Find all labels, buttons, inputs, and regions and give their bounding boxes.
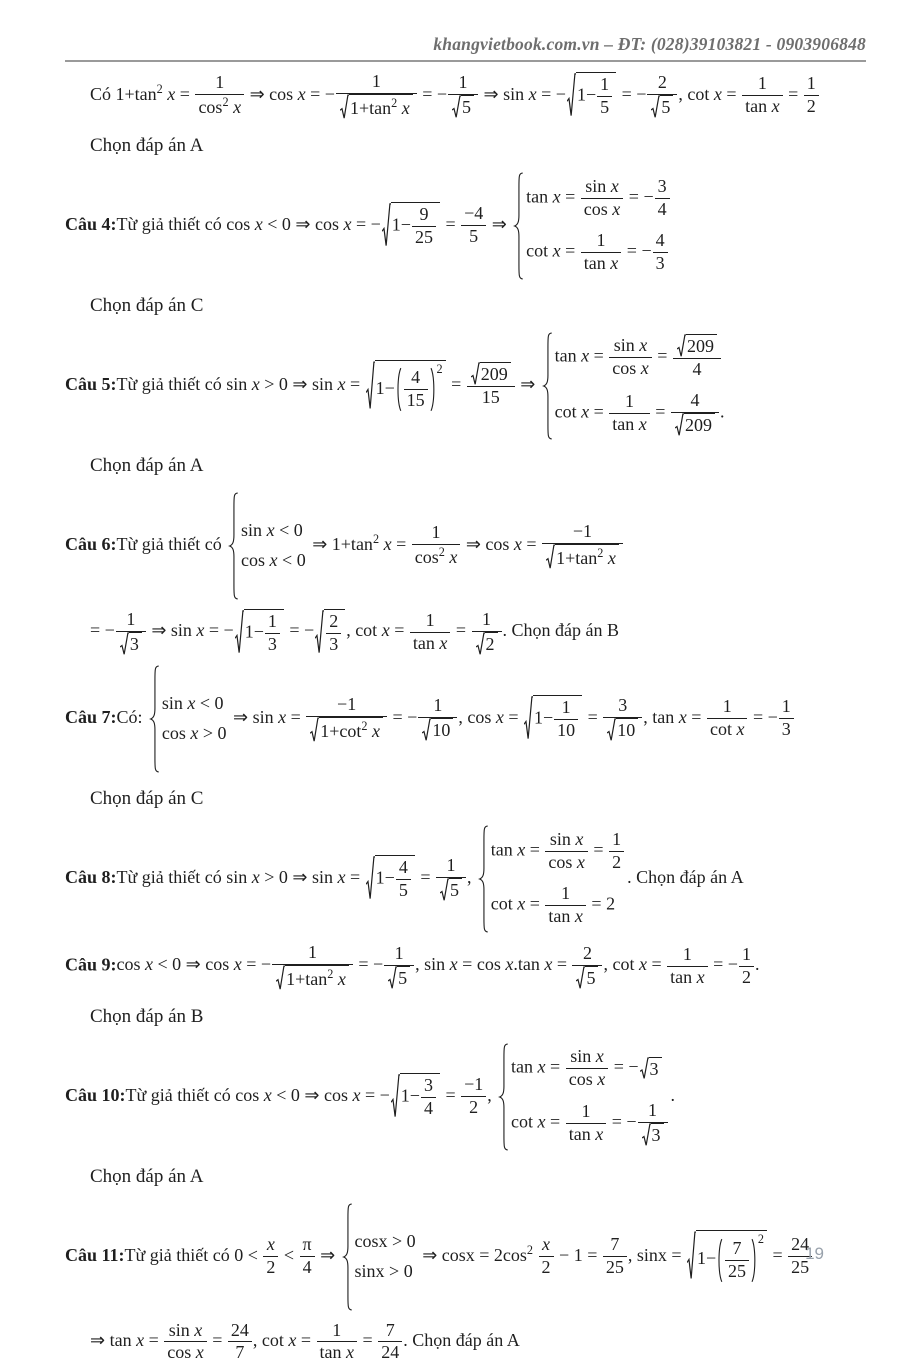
fraction: $\frac{7}{25}$ xyxy=(602,1234,628,1279)
sqrt-radical: 209 xyxy=(677,334,717,358)
curly-brace-icon xyxy=(149,665,160,773)
radical-sign-icon xyxy=(120,632,129,656)
superscript: 2 xyxy=(439,545,445,559)
sqrt-radical: 1− $\frac{7}{25}$ 2 xyxy=(687,1230,767,1282)
question-solution-line xyxy=(65,825,866,933)
radical-sign-icon xyxy=(677,334,686,358)
fraction: $\frac{1}{\text{tan x}}$ xyxy=(565,1101,608,1146)
fraction: $\frac{1}{1+\tan^2 x}$ xyxy=(335,71,418,120)
radical-sign-icon xyxy=(687,1230,696,1282)
radical-sign-icon xyxy=(388,966,397,990)
cases-system: tan x = $\frac{\text{sin x}}{\text{cos x}}$ = $\frac{209}{4}$ cot x = $\frac{1}{\text{tan x}}$ = $\frac{4}{209}$ . xyxy=(542,332,725,440)
fraction: $\frac{1}{\cos^2 x}$ xyxy=(194,72,245,119)
math-expression: Từ giả thiết có 0 < $\frac{x}{2}$ < $\frac{\pi}{4}$ ⇒ cosx > 0 sinx > 0 ⇒ $\cos x = 2\cos^2$ $\frac{x}{2}$ − 1 = $\frac{7}{25}$ , sinx = 1− $\frac{7}{25}$ 2 = $\frac{24}{25}$ xyxy=(125,1245,814,1265)
sqrt-radical xyxy=(315,609,345,656)
sqrt-radical: 5 xyxy=(452,95,474,119)
sqrt-radical: 1− $\frac{1}{10}$ xyxy=(524,695,582,742)
fraction: $\frac{24}{25}$ xyxy=(787,1234,813,1279)
fraction: $\frac{1}{\text{tan x}}$ xyxy=(580,230,623,275)
math-expression: Có $1+\tan^2$ x = $\frac{1}{\cos^2 x}$ ⇒ cos x = − $\frac{1}{1+\tan^2 x}$ = − $\frac{1}{5}$ ⇒ sin x = − 1− $\frac{1}{5}$ = − $\frac{2}{5}$ , cot x = $\frac{1}{\text{tan x}}$ = $\frac{1}{2}$ xyxy=(90,84,820,104)
solutions-content xyxy=(65,71,866,1364)
fraction: $\frac{1}{5}$ xyxy=(435,855,467,902)
header-rule xyxy=(65,60,866,62)
question-solution-line xyxy=(65,942,866,991)
question-label: Câu 8: xyxy=(65,867,117,887)
radical-sign-icon xyxy=(276,965,285,991)
fraction: $\frac{1}{5}$ xyxy=(596,74,613,119)
fraction: $\frac{3}{4}$ xyxy=(420,1075,437,1120)
header-site-phone: khangvietbook.com.vn – ĐT: (028)39103821 - 0903906848 xyxy=(433,34,866,54)
superscript: 2 xyxy=(222,95,228,109)
sqrt-radical: 1− $\frac{1}{3}$ xyxy=(235,609,284,656)
big-parentheses xyxy=(395,367,437,412)
math-line xyxy=(90,1320,866,1364)
radical-sign-icon xyxy=(651,95,660,119)
cases-system: sin x < 0 cos x < 0 xyxy=(228,492,305,600)
question-label: Câu 11: xyxy=(65,1245,125,1265)
sqrt-radical: 1− $\frac{4}{5}$ xyxy=(366,855,415,902)
fraction: $\frac{\text{sin x}}{\text{cos x}}$ xyxy=(163,1320,208,1364)
radical-sign-icon xyxy=(310,717,319,743)
exponent: 2 xyxy=(758,1232,764,1247)
sqrt-radical: $1+\tan^2$ x xyxy=(546,544,619,570)
fraction: $\frac{-4}{5}$ xyxy=(460,203,487,248)
fraction: $\frac{1}{2}$ xyxy=(608,829,625,874)
sqrt-radical: 5 xyxy=(576,966,598,990)
fraction: $\frac{1}{3}$ xyxy=(264,611,281,656)
fraction: $\frac{\text{sin x}}{\text{cos x}}$ xyxy=(608,335,653,380)
sqrt-radical: $1+\cot^2$ x xyxy=(310,717,383,743)
fraction: $\frac{1}{3}$ xyxy=(637,1100,669,1147)
radical-sign-icon xyxy=(546,544,555,570)
answer-line: Chọn đáp án B xyxy=(90,1006,866,1028)
math-expression: cos x < 0 ⇒ cos x = − $\frac{1}{1+\tan^2 x}$ = − $\frac{1}{5}$ , sin x = cos x.tan x = $\frac{2}{5}$ , cot x = $\frac{1}{\text{tan x}}$ = − $\frac{1}{2}$ . xyxy=(117,954,760,974)
fraction: $\frac{1}{2}$ xyxy=(471,609,503,656)
fraction: $\frac{x}{2}$ xyxy=(262,1234,279,1279)
sqrt-radical: 3 xyxy=(120,632,142,656)
left-paren-icon xyxy=(395,367,402,412)
curly-brace-icon xyxy=(498,1043,509,1151)
fraction: $\frac{\text{sin x}}{\text{cos x}}$ xyxy=(580,176,625,221)
fraction: $\frac{1}{10}$ xyxy=(553,697,579,742)
fraction: $\frac{1}{1+\tan^2 x}$ xyxy=(271,942,354,991)
sqrt-radical: 209 xyxy=(471,362,511,386)
question-label: Câu 4: xyxy=(65,214,117,234)
radical-sign-icon xyxy=(366,855,375,902)
superscript: 2 xyxy=(361,719,367,733)
fraction: $\frac{1}{\text{cot x}}$ xyxy=(706,696,749,741)
cases-system: sin x < 0 cos x > 0 xyxy=(149,665,226,773)
big-parentheses xyxy=(716,1238,758,1283)
radical-sign-icon xyxy=(476,632,485,656)
math-expression: Có: sin x < 0 cos x > 0 ⇒ sin x = $\frac{-1}{1+\cot^2 x}$ = − $\frac{1}{10}$ , cos x = 1− $\frac{1}{10}$ = $\frac{3}{10}$ , tan x = $\frac{1}{\text{cot x}}$ = − $\frac{1}{3}$ xyxy=(117,707,795,727)
fraction: $\frac{1}{10}$ xyxy=(417,695,458,742)
sqrt-radical: $1+\tan^2$ x xyxy=(340,94,413,120)
superscript: 2 xyxy=(373,532,379,546)
radical-sign-icon xyxy=(391,1073,400,1120)
curly-brace-icon xyxy=(478,825,489,933)
fraction: $\frac{1}{3}$ xyxy=(778,696,795,741)
cases-system: tan x = $\frac{\text{sin x}}{\text{cos x}}$ = − 3 cot x = $\frac{1}{\text{tan x}}$ = − $\frac{1}{3}$ xyxy=(498,1043,668,1151)
fraction: $\frac{1}{\text{tan x}}$ xyxy=(544,883,587,928)
page-number: 19 xyxy=(805,1244,824,1264)
fraction: $\frac{\pi}{4}$ xyxy=(299,1234,316,1279)
cases-system: tan x = $\frac{\text{sin x}}{\text{cos x}}$ = $\frac{1}{2}$ cot x = $\frac{1}{\text{tan x}}$ = 2 xyxy=(478,825,625,933)
left-paren-icon xyxy=(716,1238,723,1283)
fraction: $\frac{1}{5}$ xyxy=(447,72,479,119)
fraction: $\frac{\text{sin x}}{\text{cos x}}$ xyxy=(544,829,589,874)
question-label: Câu 10: xyxy=(65,1085,126,1105)
radical-sign-icon xyxy=(235,609,244,656)
sqrt-radical: 1− $\frac{4}{15}$ 2 xyxy=(366,360,446,412)
radical-sign-icon xyxy=(452,95,461,119)
fraction: $\frac{1}{\text{tan x}}$ xyxy=(741,73,784,118)
sqrt-radical: 5 xyxy=(388,966,410,990)
radical-sign-icon xyxy=(382,202,391,249)
fraction: $\frac{24}{7}$ xyxy=(227,1320,253,1364)
sqrt-radical: 1− $\frac{3}{4}$ xyxy=(391,1073,440,1120)
curly-brace-icon xyxy=(542,332,553,440)
answer-line: Chọn đáp án C xyxy=(90,788,866,810)
math-expression: Từ giả thiết có sin x < 0 cos x < 0 ⇒ $1+\tan^2$ x = $\frac{1}{\cos^2 x}$ ⇒ cos x = $\frac{-1}{1+\tan^2 x}$ xyxy=(117,534,624,554)
superscript: 2 xyxy=(327,967,333,981)
radical-sign-icon xyxy=(366,360,375,412)
radical-sign-icon xyxy=(440,878,449,902)
radical-sign-icon xyxy=(471,362,480,386)
sqrt-radical: 209 xyxy=(675,413,715,437)
question-label: Câu 6: xyxy=(65,534,117,554)
sqrt-radical: 5 xyxy=(651,95,673,119)
fraction: $\frac{1}{\text{tan x}}$ xyxy=(608,391,651,436)
curly-brace-icon xyxy=(228,492,239,600)
fraction: $\frac{1}{2}$ xyxy=(738,944,755,989)
math-expression: Từ giả thiết có sin x > 0 ⇒ sin x = 1− $\frac{4}{5}$ = $\frac{1}{5}$ , tan x = $\frac{\text{sin x}}{\text{cos x}}$ = $\frac{1}{2}$ cot x = $\frac{1}{\text{tan x}}$ = 2 . Chọn đáp án A xyxy=(117,867,744,887)
math-expression: = − $\frac{1}{3}$ ⇒ sin x = − 1− $\frac{1}{3}$ = − $\frac{2}{3}$ , cot x = $\frac{1}{\text{tan x}}$ = $\frac{1}{2}$ . Chọn đáp án B xyxy=(90,620,619,640)
fraction: $\frac{209}{4}$ xyxy=(672,334,722,381)
fraction: $\frac{1}{\text{tan x}}$ xyxy=(316,1320,359,1364)
radical-sign-icon xyxy=(315,609,324,656)
fraction: $\frac{1}{2}$ xyxy=(803,73,820,118)
fraction: $\frac{7}{25}$ xyxy=(724,1238,750,1283)
sqrt-radical: 3 xyxy=(640,1057,662,1080)
question-label: Câu 9: xyxy=(65,954,117,974)
fraction: $\frac{4}{15}$ xyxy=(403,367,429,412)
question-solution-line xyxy=(65,332,866,440)
sqrt-radical: 10 xyxy=(422,718,453,742)
radical-sign-icon xyxy=(567,72,576,119)
question-label: Câu 7: xyxy=(65,707,117,727)
math-line xyxy=(90,71,866,120)
math-expression: Từ giả thiết có sin x > 0 ⇒ sin x = 1− $\frac{4}{15}$ 2 = $\frac{209}{15}$ ⇒ tan x = $\frac{\text{sin x}}{\text{cos x}}$ = $\frac{209}{4}$ cot x = $\frac{1}{\text{tan x}}$ = $\frac{4}{209}$ . xyxy=(117,374,727,394)
fraction: $\frac{-1}{1+\tan^2 x}$ xyxy=(541,521,624,570)
exponent: 2 xyxy=(436,362,442,377)
sqrt-radical: 3 xyxy=(642,1123,664,1147)
fraction: $\frac{9}{25}$ xyxy=(411,204,437,249)
question-solution-line xyxy=(65,172,866,280)
radical-sign-icon xyxy=(422,718,431,742)
radical-sign-icon xyxy=(640,1057,649,1080)
answer-line: Chọn đáp án A xyxy=(90,135,866,157)
cases-system: cosx > 0 sinx > 0 xyxy=(342,1203,416,1311)
math-expression: ⇒ tan x = $\frac{\text{sin x}}{\text{cos x}}$ = $\frac{24}{7}$ , cot x = $\frac{1}{\text{tan x}}$ = $\frac{7}{24}$ . Chọn đáp án A xyxy=(90,1330,520,1350)
fraction: $\frac{-1}{1+\cot^2 x}$ xyxy=(305,694,388,743)
page-header xyxy=(65,34,866,55)
fraction: $\frac{4}{5}$ xyxy=(395,857,412,902)
fraction: $\frac{2}{5}$ xyxy=(571,943,603,990)
math-line xyxy=(90,609,866,656)
fraction: $\frac{1}{\cos^2 x}$ xyxy=(411,522,462,569)
fraction: $\frac{1}{5}$ xyxy=(383,943,415,990)
question-solution-line xyxy=(65,665,866,773)
fraction: $\frac{4}{209}$ xyxy=(670,390,720,437)
fraction: $\frac{-1}{2}$ xyxy=(460,1074,487,1119)
radical-sign-icon xyxy=(607,718,616,742)
sqrt-radical: 10 xyxy=(607,718,638,742)
fraction: $\frac{7}{24}$ xyxy=(377,1320,403,1364)
cases-system: tan x = $\frac{\text{sin x}}{\text{cos x}}$ = − $\frac{3}{4}$ cot x = $\frac{1}{\text{tan x}}$ = − $\frac{4}{3}$ xyxy=(513,172,670,280)
question-solution-line xyxy=(65,492,866,600)
fraction: $\frac{4}{3}$ xyxy=(652,230,669,275)
sqrt-radical: 1− $\frac{9}{25}$ xyxy=(382,202,440,249)
sqrt-radical: 2 xyxy=(476,632,498,656)
fraction: $\frac{209}{15}$ xyxy=(466,362,516,409)
fraction: $\frac{2}{5}$ xyxy=(646,72,678,119)
radical-sign-icon xyxy=(675,413,684,437)
right-paren-icon xyxy=(430,367,437,412)
fraction: $\frac{\text{sin x}}{\text{cos x}}$ xyxy=(565,1046,610,1091)
radical-sign-icon xyxy=(340,94,349,120)
fraction: $\frac{1}{\text{tan x}}$ xyxy=(666,944,709,989)
fraction: $\frac{1}{\text{tan x}}$ xyxy=(409,610,452,655)
sqrt-radical: 5 xyxy=(440,878,462,902)
sqrt-radical: $1+\tan^2$ x xyxy=(276,965,349,991)
fraction: $\frac{1}{3}$ xyxy=(115,609,147,656)
sqrt-radical: 1− $\frac{1}{5}$ xyxy=(567,72,616,119)
curly-brace-icon xyxy=(342,1203,353,1311)
radical-sign-icon xyxy=(576,966,585,990)
superscript: 2 xyxy=(527,1243,533,1257)
answer-line: Chọn đáp án C xyxy=(90,295,866,317)
math-expression: Từ giả thiết có cos x < 0 ⇒ cos x = − 1− $\frac{9}{25}$ = $\frac{-4}{5}$ ⇒ tan x = $\frac{\text{sin x}}{\text{cos x}}$ = − $\frac{3}{4}$ cot x = $\frac{1}{\text{tan x}}$ = − $\frac{4}{3}$ xyxy=(117,214,673,234)
curly-brace-icon xyxy=(513,172,524,280)
question-solution-line xyxy=(65,1043,866,1151)
radical-sign-icon xyxy=(642,1123,651,1147)
math-expression: Từ giả thiết có cos x < 0 ⇒ cos x = − 1− $\frac{3}{4}$ = $\frac{-1}{2}$ , tan x = $\frac{\text{sin x}}{\text{cos x}}$ = − 3 cot x = $\frac{1}{\text{tan x}}$ = − $\frac{1}{3}$ . xyxy=(126,1085,676,1105)
superscript: 2 xyxy=(157,82,163,96)
answer-line: Chọn đáp án A xyxy=(90,455,866,477)
fraction: $\frac{x}{2}$ xyxy=(538,1234,555,1279)
superscript: 2 xyxy=(597,546,603,560)
fraction: $\frac{3}{10}$ xyxy=(602,695,643,742)
answer-line: Chọn đáp án A xyxy=(90,1166,866,1188)
question-solution-line xyxy=(65,1203,866,1311)
fraction: $\frac{2}{3}$ xyxy=(325,611,342,656)
radical-sign-icon xyxy=(524,695,533,742)
fraction: $\frac{3}{4}$ xyxy=(654,176,671,221)
question-label: Câu 5: xyxy=(65,374,117,394)
superscript: 2 xyxy=(391,96,397,110)
right-paren-icon xyxy=(751,1238,758,1283)
